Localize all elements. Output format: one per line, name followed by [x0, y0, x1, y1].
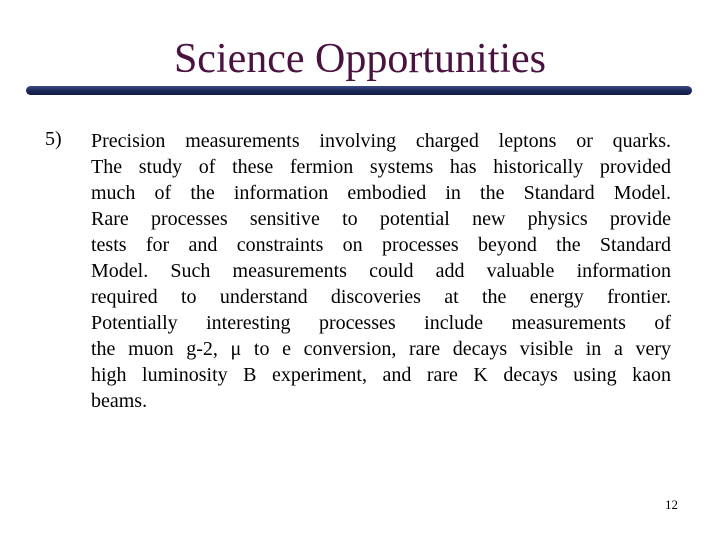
body-line: Potentially interesting processes include measurements of	[91, 312, 671, 334]
body-line: Precision measurements involving charged leptons or quarks.	[91, 130, 671, 152]
body-line: The study of these fermion systems has historically provided	[91, 156, 671, 178]
body-line: the muon g-2, μ to e conversion, rare decays visible in a very	[91, 338, 671, 360]
slide-title: Science Opportunities	[173, 36, 547, 82]
title-underline-rule	[26, 86, 692, 95]
body-line: high luminosity B experiment, and rare K decays using kaon	[91, 364, 671, 386]
body-line: tests for and constraints on processes beyond the Standard	[91, 234, 671, 256]
body-line: Model. Such measurements could add valuable information	[91, 260, 671, 282]
body-line: beams.	[91, 390, 148, 412]
body-paragraph	[91, 128, 671, 414]
body-line: much of the information embodied in the Standard Model.	[91, 182, 671, 204]
list-item-number: 5)	[45, 128, 62, 150]
body-line: required to understand discoveries at the energy frontier.	[91, 286, 671, 308]
body-line: Rare processes sensitive to potential new physics provide	[91, 208, 671, 230]
page-number: 12	[665, 497, 678, 512]
